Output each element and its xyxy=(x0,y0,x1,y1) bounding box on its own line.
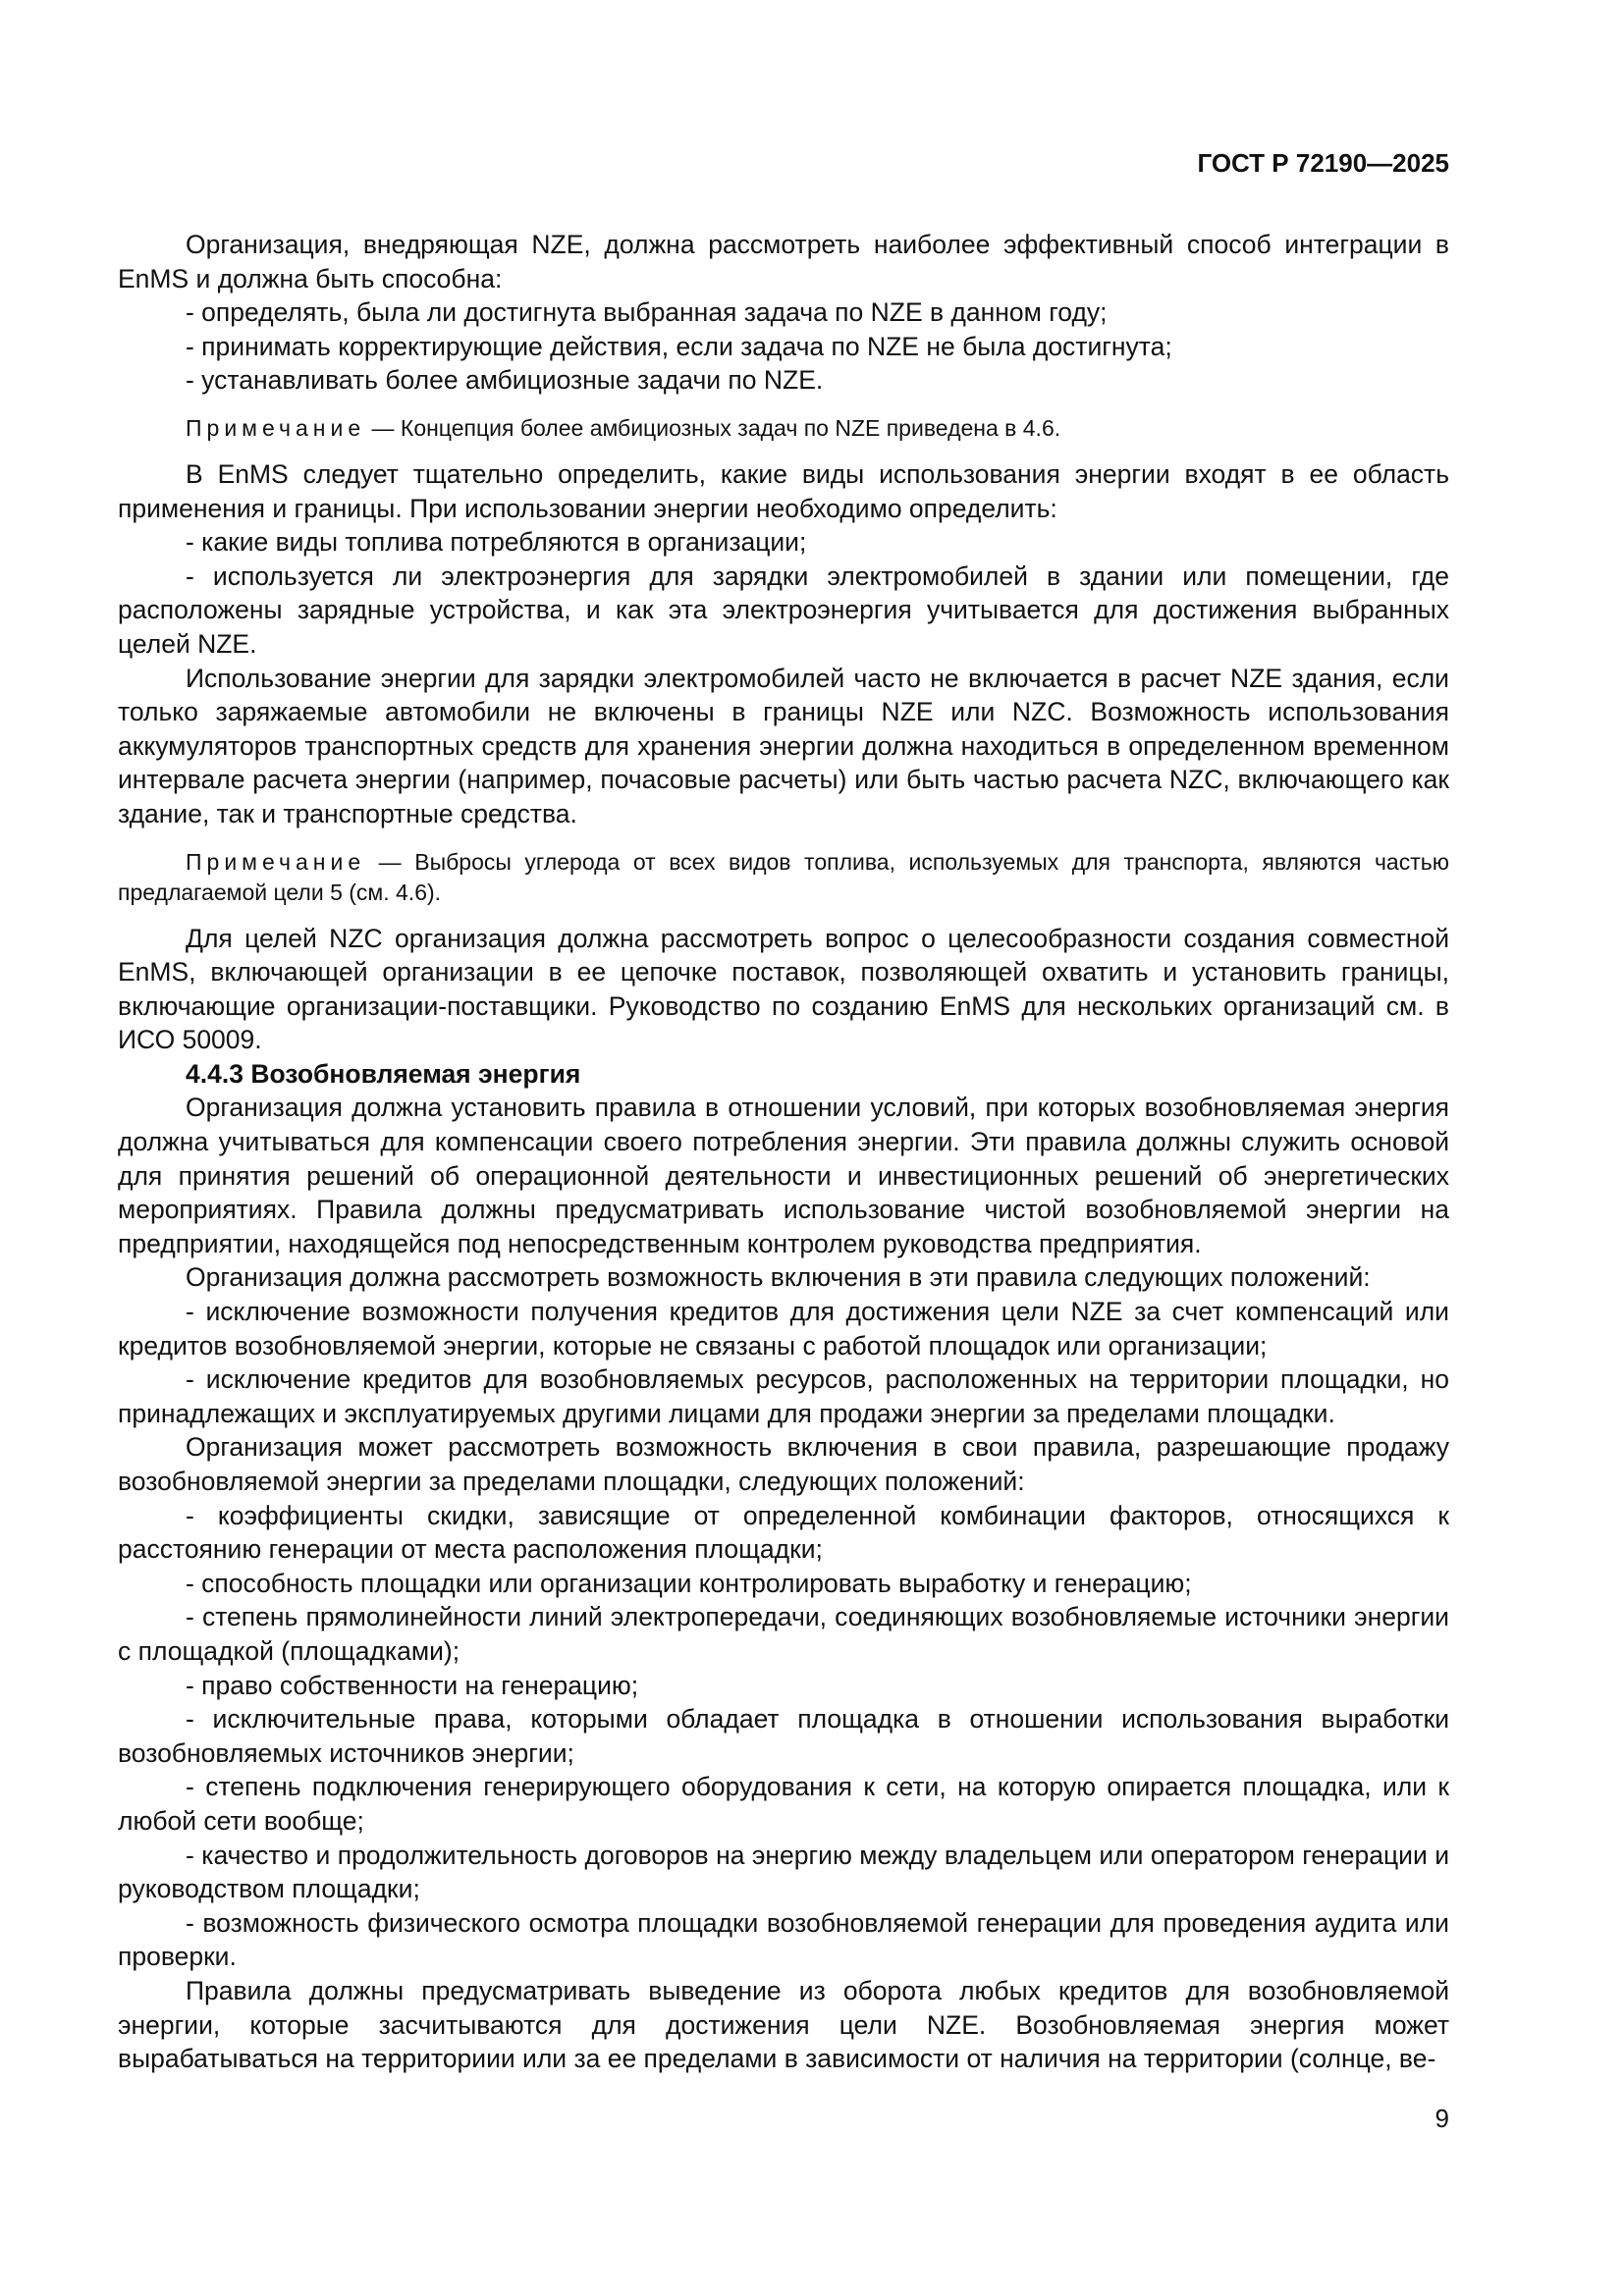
list-item: - право собственности на генерацию; xyxy=(186,1670,639,1700)
paragraph: В EnMS следует тщательно определить, какие виды использования энергии входят в ее область применения и границы. При использовании энергии необходимо определить: xyxy=(118,458,1449,523)
list-item: - способность площадки или организации контролировать выработку и генерацию; xyxy=(186,1568,1192,1598)
note-label: Примечание xyxy=(186,848,366,875)
list-item: - исключение возможности получения кредитов для достижения цели NZE за счет компенсаций или кредитов возобновляемой энергии, которые не связаны с работой площадок или организации; xyxy=(118,1297,1449,1361)
page-number: 9 xyxy=(1435,2104,1449,2133)
paragraph: Использование энергии для зарядки электромобилей часто не включается в расчет NZE здания, если только заряжаемые автомобили не включены в границы NZE или NZC. Возможность использования аккумуляторов транспортных средств для хранения энергии должна находиться в определенном временном интервале расчета энергии (например, почасовые расчеты) или быть частью расчета NZC, включающего как здание, так и транспортные средства. xyxy=(118,663,1449,828)
paragraph: Правила должны предусматривать выведение из оборота любых кредитов для возобновляемой энергии, которые засчитываются для достижения цели NZE. Возобновляемая энергия может вырабатываться на территориии или за ее пределами в зависимости от наличия на территории (солнце, ве- xyxy=(118,1975,1449,2074)
note-text: — Выбросы углерода от всех видов топлива, используемых для транспорта, являются частью предлагаемой цели 5 (см. 4.6). xyxy=(118,848,1449,905)
standard-header: ГОСТ Р 72190—2025 xyxy=(1197,148,1449,178)
paragraph: Организация, внедряющая NZE, должна рассмотреть наиболее эффективный способ интеграции в EnMS и должна быть способна: xyxy=(118,230,1449,294)
list-item: - степень прямолинейности линий электропередачи, соединяющих возобновляемые источники энергии с площадкой (площадками); xyxy=(118,1602,1449,1666)
paragraph: Организация должна рассмотреть возможность включения в эти правила следующих положений: xyxy=(186,1262,1371,1293)
paragraph: Организация может рассмотреть возможность включения в свои правила, разрешающие продажу возобновляемой энергии за пределами площадки, следующих положений: xyxy=(118,1432,1449,1496)
note xyxy=(118,413,1449,444)
document-page xyxy=(118,0,1449,2296)
list-item: - исключительные права, которыми обладает площадка в отношении использования выработки возобновляемых источников энергии; xyxy=(118,1704,1449,1768)
list-item: - используется ли электроэнергия для зарядки электромобилей в здании или помещении, где расположены зарядные устройства, и как эта электроэнергия учитывается для достижения выбранных целей NZE. xyxy=(118,561,1449,659)
note-text: — Концепция более амбициозных задач по NZE приведена в 4.6. xyxy=(365,414,1061,441)
list-item: - коэффициенты скидки, зависящие от определенной комбинации факторов, относящихся к расстоянию генерации от места расположения площадки; xyxy=(118,1500,1449,1565)
list-item: - исключение кредитов для возобновляемых ресурсов, расположенных на территории площадки, но принадлежащих и эксплуатируемых другими лицами для продажи энергии за пределами площадки. xyxy=(118,1364,1449,1428)
note-label: Примечание xyxy=(186,414,366,441)
paragraph: Организация должна установить правила в отношении условий, при которых возобновляемая энергия должна учитываться для компенсации своего потребления энергии. Эти правила должны служить основой для принятия решений об операционной деятельности и инвестиционных решений об энергетических мероприятиях. Правила должны предусматривать использование чистой возобновляемой энергии на предприятии, находящейся под непосредственным контролем руководства предприятия. xyxy=(118,1093,1449,1258)
list-item: - определять, была ли достигнута выбранная задача по NZE в данном году; xyxy=(186,297,1108,328)
note xyxy=(118,847,1449,908)
section-number: 4.4.3 xyxy=(186,1058,244,1089)
paragraph: Для целей NZC организация должна рассмотреть вопрос о целесообразности создания совместной EnMS, включающей организации в ее цепочке поставок, позволяющей охватить и установить границы, включающие организации-поставщики. Руководство по созданию EnMS для нескольких организаций см. в ИСО 50009. xyxy=(118,923,1449,1055)
section-title: Возобновляемая энергия xyxy=(250,1058,581,1089)
list-item: - качество и продолжительность договоров на энергию между владельцем или оператором генерации и руководством площадки; xyxy=(118,1840,1449,1904)
list-item: - степень подключения генерирующего оборудования к сети, на которую опирается площадка, или к любой сети вообще; xyxy=(118,1772,1449,1836)
section-heading xyxy=(118,1057,1449,1092)
list-item: - какие виды топлива потребляются в организации; xyxy=(186,527,807,558)
list-item: - устанавливать более амбициозные задачи по NZE. xyxy=(186,365,824,396)
document-body xyxy=(118,228,1449,2076)
list-item: - возможность физического осмотра площадки возобновляемой генерации для проведения аудита или проверки. xyxy=(118,1907,1449,1972)
list-item: - принимать корректирующие действия, если задача по NZE не была достигнута; xyxy=(186,331,1172,361)
